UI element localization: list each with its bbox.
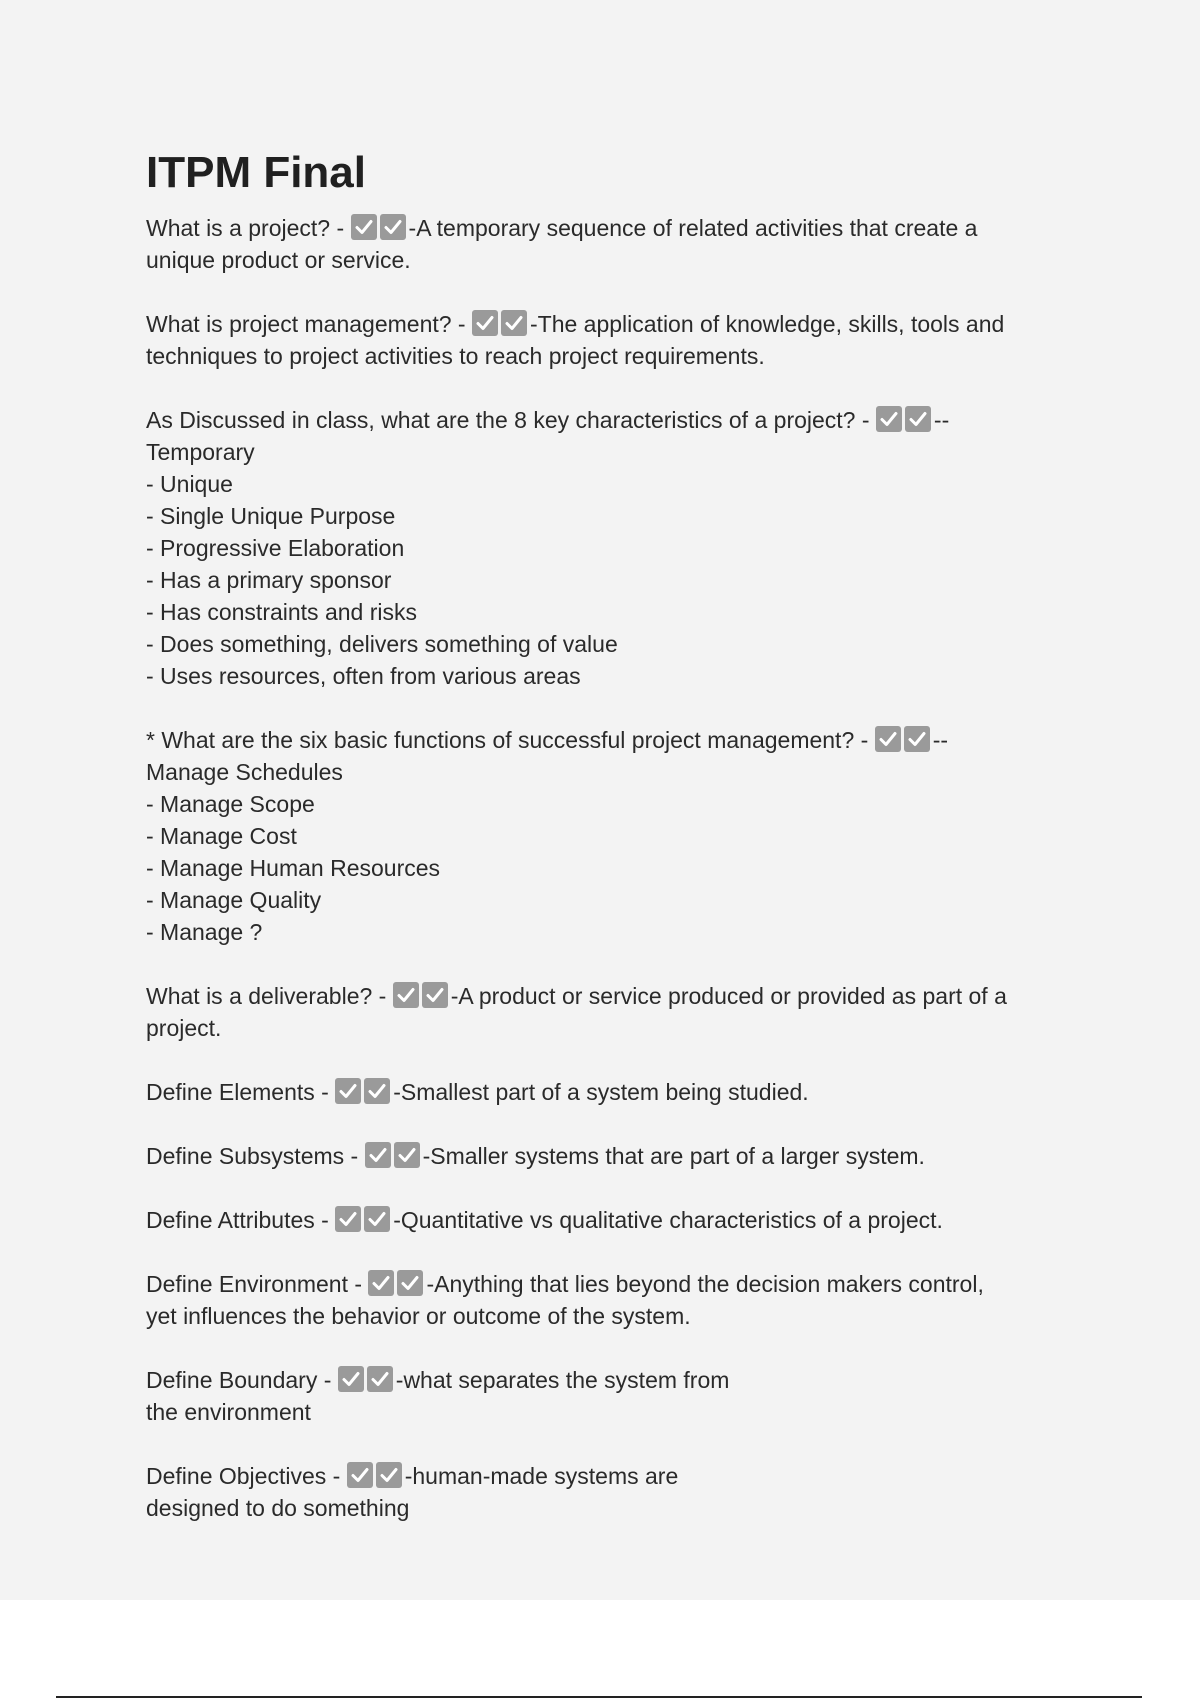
qa-list [146, 212, 1076, 1524]
answer-line: techniques to project activities to reach project requirements. [146, 343, 765, 369]
qa-first-line [146, 724, 1076, 756]
check-mark-icon [368, 1270, 394, 1296]
answer-line: - Manage ? [146, 919, 263, 945]
answer-line: - Has constraints and risks [146, 599, 417, 625]
question-text: Define Attributes - [146, 1207, 329, 1233]
check-mark-icon [335, 1206, 361, 1232]
qa-first-line [146, 1364, 1076, 1396]
question-text: Define Environment - [146, 1271, 363, 1297]
answer-line: - Manage Cost [146, 823, 297, 849]
question-text: Define Boundary - [146, 1367, 332, 1393]
qa-entry-project-management [146, 308, 1076, 372]
answer-line: designed to do something [146, 1495, 410, 1521]
answer-text: -Anything that lies beyond the decision makers control, [426, 1271, 984, 1297]
document-content [146, 146, 1076, 1556]
answer-text: -A product or service produced or provided as part of a [450, 983, 1007, 1009]
question-text: * What are the six basic functions of successful project management? - [146, 727, 869, 753]
answer-text: -A temporary sequence of related activities that create a [408, 215, 978, 241]
check-mark-icon [367, 1366, 393, 1392]
answer-line: - Does something, delivers something of value [146, 631, 618, 657]
check-mark-icon [905, 406, 931, 432]
document-title: ITPM Final [146, 148, 366, 197]
qa-entry-subsystems [146, 1140, 1076, 1172]
qa-first-line [146, 404, 1076, 436]
check-mark-icon [501, 310, 527, 336]
question-text: What is a project? - [146, 215, 345, 241]
check-mark-icon [338, 1366, 364, 1392]
qa-first-line [146, 1204, 1076, 1236]
check-mark-icon [876, 406, 902, 432]
check-mark-icon [397, 1270, 423, 1296]
answer-line: - Unique [146, 471, 233, 497]
qa-entry-six-functions [146, 724, 1076, 948]
answer-line: Manage Schedules [146, 759, 343, 785]
check-mark-icon [875, 726, 901, 752]
answer-line: - Single Unique Purpose [146, 503, 396, 529]
answer-line: - Progressive Elaboration [146, 535, 405, 561]
page-divider [56, 1696, 1142, 1698]
qa-first-line [146, 980, 1076, 1012]
check-mark-icon [364, 1078, 390, 1104]
qa-first-line [146, 212, 1076, 244]
qa-first-line [146, 1268, 1076, 1300]
answer-line: the environment [146, 1399, 311, 1425]
question-text: Define Subsystems - [146, 1143, 359, 1169]
qa-entry-objectives [146, 1460, 1076, 1524]
answer-text: -The application of knowledge, skills, tools and [529, 311, 1005, 337]
answer-line: yet influences the behavior or outcome of the system. [146, 1303, 691, 1329]
qa-entry-project [146, 212, 1076, 276]
check-mark-icon [364, 1206, 390, 1232]
question-text: Define Objectives - [146, 1463, 341, 1489]
check-mark-icon [472, 310, 498, 336]
qa-entry-environment [146, 1268, 1076, 1332]
answer-line: - Has a primary sponsor [146, 567, 392, 593]
check-mark-icon [351, 214, 377, 240]
answer-line: - Uses resources, often from various areas [146, 663, 581, 689]
check-mark-icon [422, 982, 448, 1008]
answer-text: -- [932, 727, 949, 753]
answer-line: - Manage Scope [146, 791, 315, 817]
check-mark-icon [393, 982, 419, 1008]
question-text: Define Elements - [146, 1079, 329, 1105]
check-mark-icon [376, 1462, 402, 1488]
answer-line: project. [146, 1015, 222, 1041]
answer-text: -Smaller systems that are part of a larger system. [422, 1143, 925, 1169]
qa-entry-boundary [146, 1364, 1076, 1428]
check-mark-icon [365, 1142, 391, 1168]
qa-entry-deliverable [146, 980, 1076, 1044]
check-mark-icon [335, 1078, 361, 1104]
answer-text: -Smallest part of a system being studied. [393, 1079, 809, 1105]
qa-first-line [146, 1140, 1076, 1172]
qa-first-line [146, 308, 1076, 340]
qa-entry-attributes [146, 1204, 1076, 1236]
answer-line: - Manage Human Resources [146, 855, 441, 881]
check-mark-icon [394, 1142, 420, 1168]
answer-line: unique product or service. [146, 247, 411, 273]
qa-entry-elements [146, 1076, 1076, 1108]
answer-text: -human-made systems are [404, 1463, 679, 1489]
qa-first-line [146, 1460, 1076, 1492]
check-mark-icon [904, 726, 930, 752]
check-mark-icon [347, 1462, 373, 1488]
answer-line: Temporary [146, 439, 255, 465]
qa-first-line [146, 1076, 1076, 1108]
question-text: What is a deliverable? - [146, 983, 387, 1009]
qa-entry-key-characteristics [146, 404, 1076, 692]
answer-text: -Quantitative vs qualitative characteristics of a project. [393, 1207, 943, 1233]
question-text: What is project management? - [146, 311, 466, 337]
question-text: As Discussed in class, what are the 8 key characteristics of a project? - [146, 407, 870, 433]
answer-text: -what separates the system from [395, 1367, 730, 1393]
answer-line: - Manage Quality [146, 887, 322, 913]
check-mark-icon [380, 214, 406, 240]
answer-text: -- [933, 407, 950, 433]
